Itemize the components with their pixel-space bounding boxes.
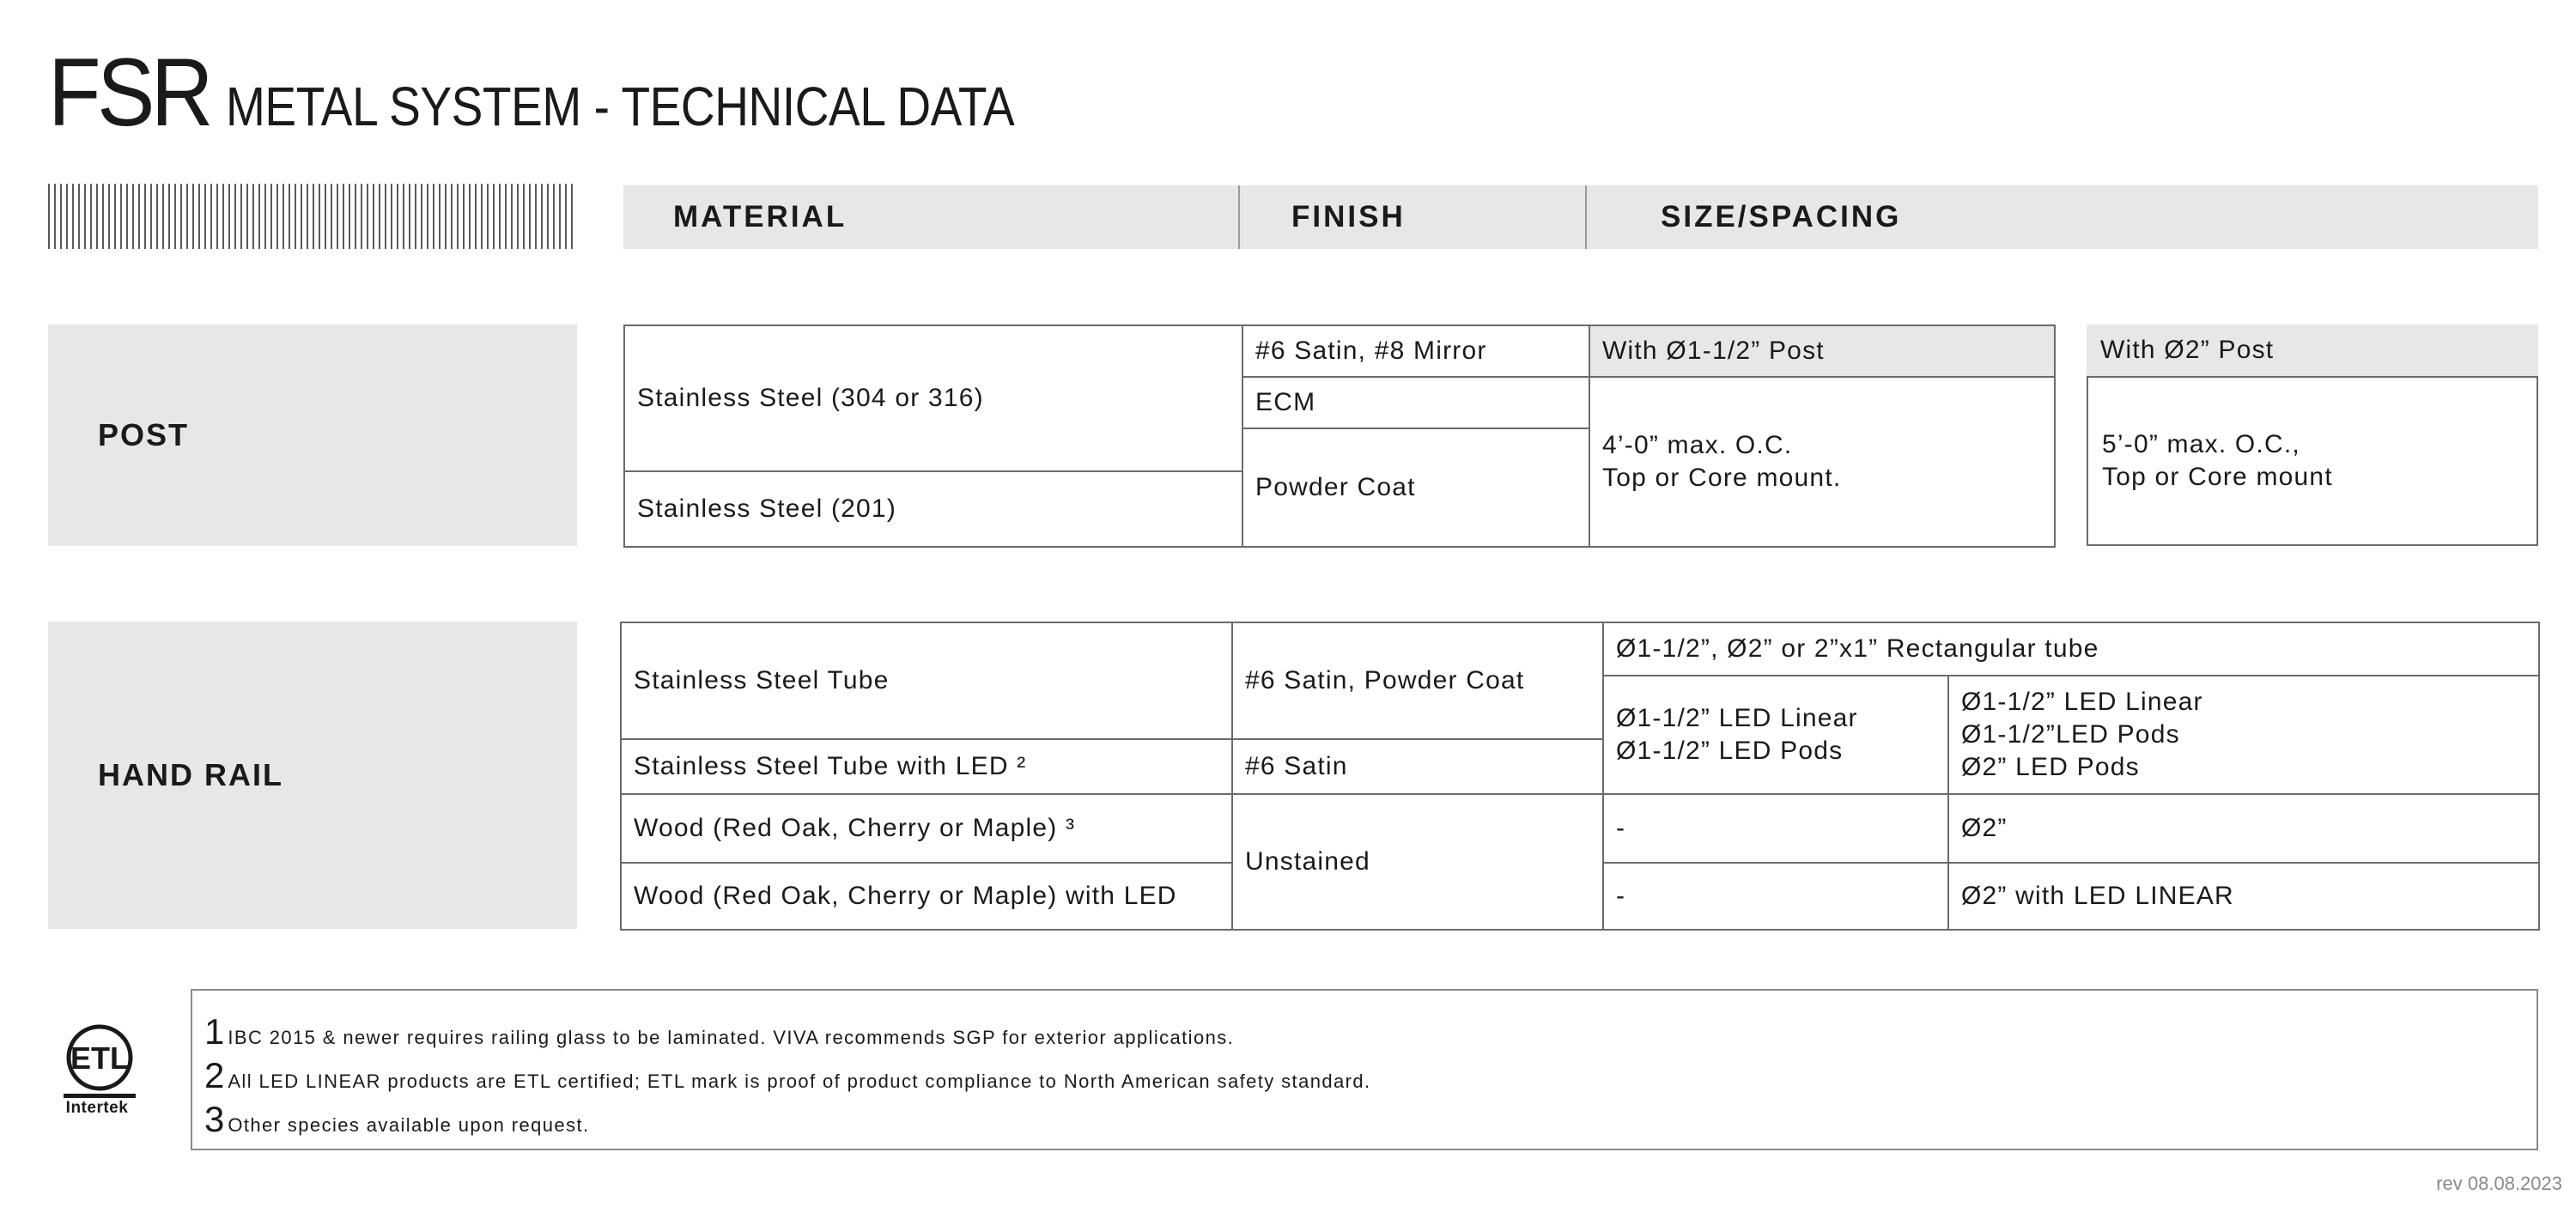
handrail-size-b [1948, 676, 2539, 794]
etl-label: Intertek [65, 1099, 129, 1117]
handrail-material-1: Stainless Steel Tube [621, 622, 1232, 739]
handrail-finish-3: Unstained [1232, 794, 1603, 930]
header-finish: FINISH [1291, 200, 1406, 234]
header-divider [1585, 185, 1587, 249]
post-finish-3: Powder Coat [1242, 428, 1589, 547]
section-label-handrail [48, 622, 577, 929]
handrail-wood-a: - [1603, 794, 1948, 863]
handrail-finish-1: #6 Satin, Powder Coat [1232, 622, 1603, 739]
post-size-a-spacing [1589, 377, 2055, 547]
handrail-finish-2: #6 Satin [1232, 739, 1603, 794]
etl-mark-icon [60, 1022, 139, 1101]
handrail-woodled-b: Ø2” with LED LINEAR [1948, 863, 2539, 930]
post-material-1: Stainless Steel (304 or 316) [624, 325, 1242, 471]
footnote-text: All LED LINEAR products are ETL certified; ETL mark is proof of product compliance to North American safety standard. [228, 1071, 1371, 1092]
handrail-size-a-line1: Ø1-1/2” LED Linear [1616, 704, 1858, 732]
etl-mark-text: ETL [70, 1040, 129, 1076]
handrail-woodled-a: - [1603, 863, 1948, 930]
handrail-label: HAND RAIL [98, 757, 283, 792]
footnote-number: 1 [204, 1011, 225, 1052]
handrail-table [620, 622, 2540, 931]
post-size-b-line2: Top or Core mount [2102, 463, 2333, 491]
handrail-material-4: Wood (Red Oak, Cherry or Maple) with LED [621, 863, 1232, 930]
header-divider [1238, 185, 1240, 249]
section-label-post [48, 324, 577, 546]
post-finish-1: #6 Satin, #8 Mirror [1242, 325, 1589, 377]
title-brand: FSR [48, 39, 210, 146]
footnote [204, 1055, 2537, 1099]
footnote-text: IBC 2015 & newer requires railing glass to be laminated. VIVA recommends SGP for exterior applications. [228, 1027, 1235, 1048]
handrail-size-b-line2: Ø1-1/2”LED Pods [1961, 720, 2180, 749]
revision-date: rev 08.08.2023 [2436, 1173, 2562, 1194]
post-size-a-line2: Top or Core mount. [1602, 464, 1842, 492]
handrail-size-b-line1: Ø1-1/2” LED Linear [1961, 688, 2203, 716]
handrail-material-2: Stainless Steel Tube with LED ² [621, 739, 1232, 794]
handrail-size-a-line2: Ø1-1/2” LED Pods [1616, 737, 1844, 765]
handrail-size-b-line3: Ø2” LED Pods [1961, 753, 2140, 781]
decorative-stripes [48, 184, 577, 249]
handrail-material-3: Wood (Red Oak, Cherry or Maple) ³ [621, 794, 1232, 863]
post-table [623, 324, 2056, 548]
post-size-a-line1: 4’-0” max. O.C. [1602, 431, 1793, 459]
post-size-b-header: With Ø2” Post [2087, 324, 2538, 376]
handrail-wood-b: Ø2” [1948, 794, 2539, 863]
footnote-number: 3 [204, 1099, 225, 1139]
column-header-band [623, 185, 2538, 249]
footnote-text: Other species available upon request. [228, 1114, 590, 1136]
footnote [204, 1099, 2537, 1143]
post-finish-2: ECM [1242, 377, 1589, 428]
post-size-a-header: With Ø1-1/2” Post [1589, 325, 2055, 377]
handrail-size-header: Ø1-1/2”, Ø2” or 2”x1” Rectangular tube [1603, 622, 2539, 676]
title-text: METAL SYSTEM - TECHNICAL DATA [226, 76, 1015, 137]
footnote [204, 1011, 2537, 1055]
post-size-b-line1: 5’-0” max. O.C., [2102, 430, 2300, 458]
footnote-number: 2 [204, 1055, 225, 1095]
handrail-size-a [1603, 676, 1948, 794]
header-size-spacing: SIZE/SPACING [1661, 200, 1902, 234]
post-material-2: Stainless Steel (201) [624, 471, 1242, 547]
footnotes-box [191, 989, 2538, 1150]
post-size-b-spacing [2087, 376, 2538, 546]
post-label: POST [98, 417, 190, 452]
page-title [48, 39, 1143, 146]
header-material: MATERIAL [673, 200, 848, 234]
